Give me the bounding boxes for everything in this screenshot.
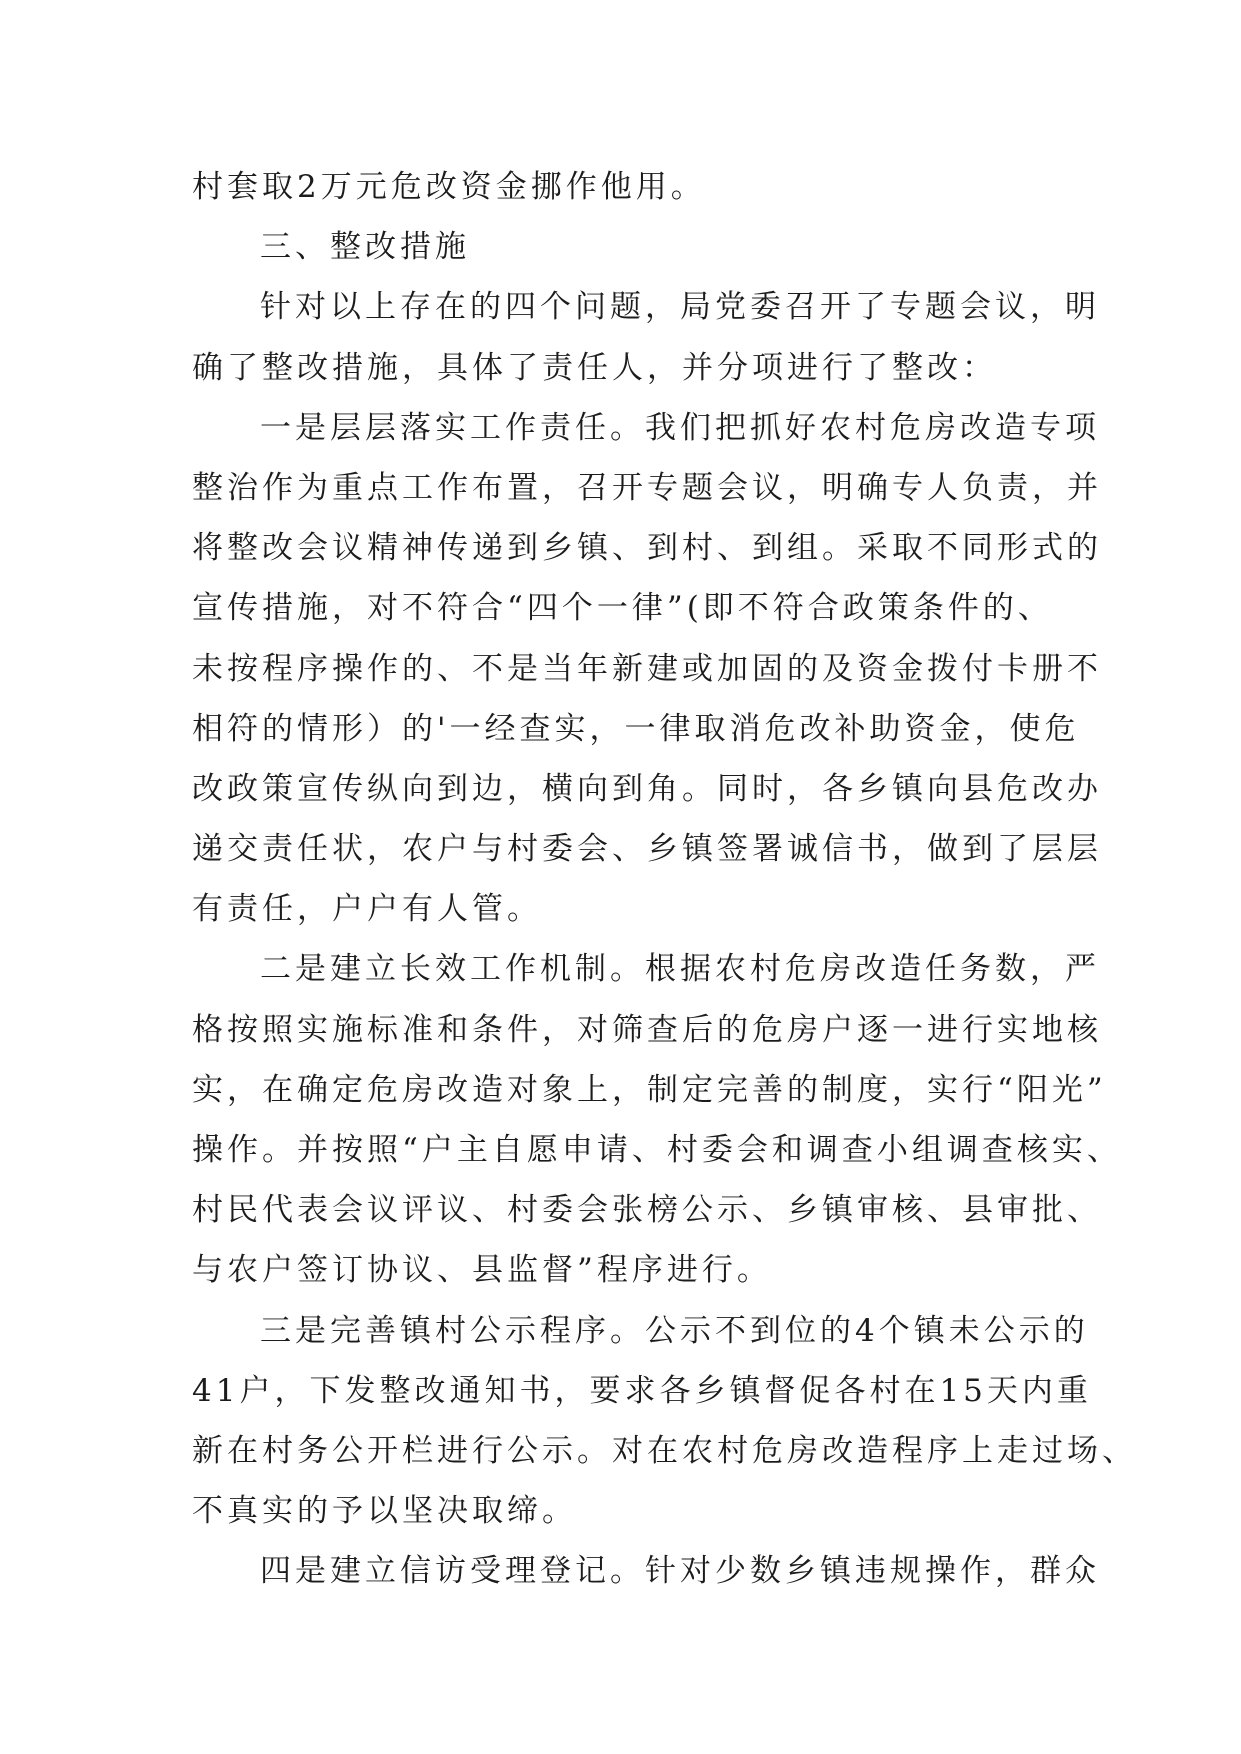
text-line: 操作。并按照“户主自愿申请、村委会和调查小组调查核实、 xyxy=(192,1132,1122,1168)
text-line: 将整改会议精神传递到乡镇、到村、到组。采取不同形式的 xyxy=(192,530,1102,567)
section-heading: 三、整改措施 xyxy=(260,229,470,266)
text-line: 未按程序操作的、不是当年新建或加固的及资金拨付卡册不 xyxy=(192,650,1102,687)
text-line: 相符的情形）的'一经查实，一律取消危改补助资金，使危 xyxy=(192,710,1080,747)
text-line: 确了整改措施，具体了责任人，并分项进行了整改： xyxy=(192,349,997,386)
text-line: 整治作为重点工作布置，召开专题会议，明确专人负责，并 xyxy=(192,469,1102,506)
text-line: 村民代表会议评议、村委会张榜公示、乡镇审核、县审批、 xyxy=(192,1192,1102,1229)
text-line: 宣传措施，对不符合“四个一律”(即不符合政策条件的、 xyxy=(192,590,1053,627)
text-line: 改政策宣传纵向到边，横向到角。同时，各乡镇向县危改办 xyxy=(192,770,1102,807)
text-line: 与农户签订协议、县监督”程序进行。 xyxy=(192,1252,772,1289)
text-line: 41户，下发整改通知书，要求各乡镇督促各村在15天内重 xyxy=(192,1372,1092,1409)
text-line: 递交责任状，农户与村委会、乡镇签署诚信书，做到了层层 xyxy=(192,831,1102,868)
text-line: 有责任，户户有人管。 xyxy=(192,891,542,928)
text-line: 一是层层落实工作责任。我们把抓好农村危房改造专项 xyxy=(260,409,1100,446)
text-line: 新在村务公开栏进行公示。对在农村危房改造程序上走过场、 xyxy=(192,1432,1137,1469)
text-line: 格按照实施标准和条件，对筛查后的危房户逐一进行实地核 xyxy=(192,1011,1102,1048)
text-line: 针对以上存在的四个问题，局党委召开了专题会议，明 xyxy=(260,289,1100,326)
text-line: 二是建立长效工作机制。根据农村危房改造任务数，严 xyxy=(260,951,1100,988)
text-line: 四是建立信访受理登记。针对少数乡镇违规操作，群众 xyxy=(260,1553,1100,1590)
document-body xyxy=(192,157,1137,1602)
text-line: 村套取2万元危改资金挪作他用。 xyxy=(192,169,706,205)
text-line: 实，在确定危房改造对象上，制定完善的制度，实行“阳光” xyxy=(192,1071,1107,1108)
text-line: 不真实的予以坚决取缔。 xyxy=(192,1493,577,1530)
text-line: 三是完善镇村公示程序。公示不到位的4个镇未公示的 xyxy=(260,1312,1089,1349)
